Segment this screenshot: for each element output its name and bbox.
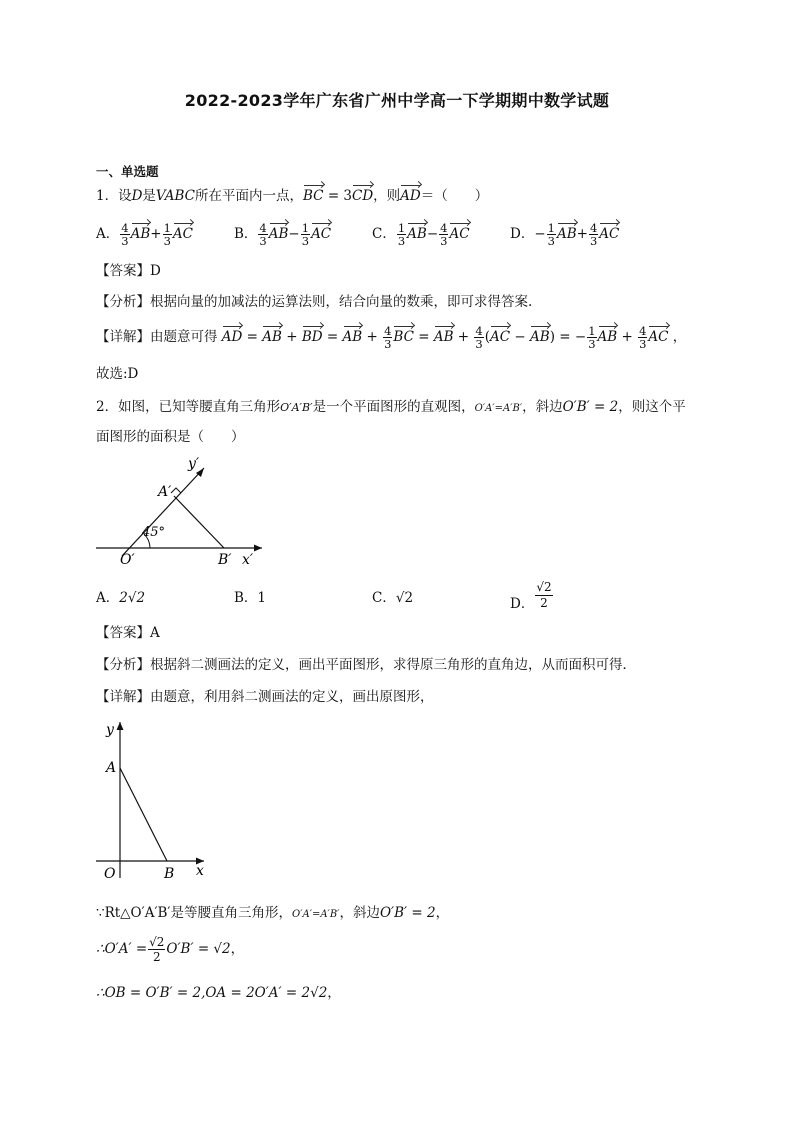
fig1-label-y: y′	[188, 456, 200, 472]
section-heading: 一、单选题	[96, 164, 159, 179]
q2-analysis: 【分析】根据斜二测画法的定义，画出平面图形，求得原三角形的直角边，从而面积可得．	[96, 657, 636, 673]
q1-option-d: D．− $\frac{1}{3}$ AB+ $\frac{4}{3}$ AC	[510, 221, 620, 248]
q2-answer: 【答案】A	[96, 625, 160, 641]
oblique-view-figure	[92, 456, 272, 572]
fig1-angle-label: 45°	[142, 525, 166, 540]
q2-step-3: ∴OB = O′B′ = 2,OA = 2O′A′ = 2√2，	[96, 985, 341, 1001]
fig1-label-b: B′	[218, 552, 232, 568]
q1-option-b: B． $\frac{4}{3}$ AB− $\frac{1}{3}$ AC	[234, 221, 332, 248]
q2-option-b: B．1	[234, 590, 267, 606]
q2-step-1: ∵Rt△O′A′B′是等腰直角三角形，O′A′=A′B′，斜边O′B′ = 2，	[96, 905, 450, 921]
fig1-label-o: O′	[120, 552, 135, 568]
q1-option-c: C． $\frac{1}{3}$ AB− $\frac{4}{3}$ AC	[372, 221, 470, 248]
q1-option-a: A． $\frac{4}{3}$ AB+ $\frac{1}{3}$ AC	[96, 221, 193, 248]
q1-conclusion: 故选:D	[96, 366, 139, 382]
q2-option-c: C．√2	[372, 590, 414, 606]
q2-option-a: A．2√2	[96, 590, 146, 606]
fig2-label-a: A	[106, 760, 117, 776]
q1-answer: 【答案】D	[96, 263, 161, 279]
q2-stem-line1: 2．如图，已知等腰直角三角形O′A′B′是一个平面图形的直观图，O′A′=A′B′，斜边O′B′ = 2，则这个平	[96, 399, 686, 415]
q2-detail: 【详解】由题意，利用斜二测画法的定义，画出原图形，	[96, 689, 434, 705]
fig2-label-y: y	[106, 722, 114, 738]
original-figure	[92, 718, 222, 888]
q2-step-2: ∴O′A′ = $\frac{√2}{2}$ O′B′ = √2，	[96, 935, 245, 964]
fig2-label-x: x	[196, 863, 204, 879]
page-title: 2022-2023学年广东省广州中学高一下学期期中数学试题	[184, 91, 610, 110]
q1-stem: 1．设D是VABC所在平面内一点，BC = 3CD，则AD＝（ ）	[96, 188, 489, 204]
fig2-label-b: B	[164, 866, 175, 882]
fig2-label-o: O	[104, 866, 116, 882]
q2-stem-line2: 面图形的面积是（ ）	[96, 429, 245, 445]
q1-detail: 【详解】由题意可得 AD = AB + BD = AB + $\frac{4}{3}$ BC = AB + $\frac{4}{3}$ (AC − AB) = − $\frac{1}{3}$ AB + $\frac{4}{3}$ AC ，	[96, 324, 687, 351]
q2-option-d: D． $\frac{√2}{2}$	[510, 580, 552, 612]
q1-analysis: 【分析】根据向量的加减法的运算法则，结合向量的数乘，即可求得答案.	[96, 294, 533, 310]
fig1-label-a: A′	[158, 484, 172, 500]
fig1-label-x: x′	[242, 552, 254, 568]
